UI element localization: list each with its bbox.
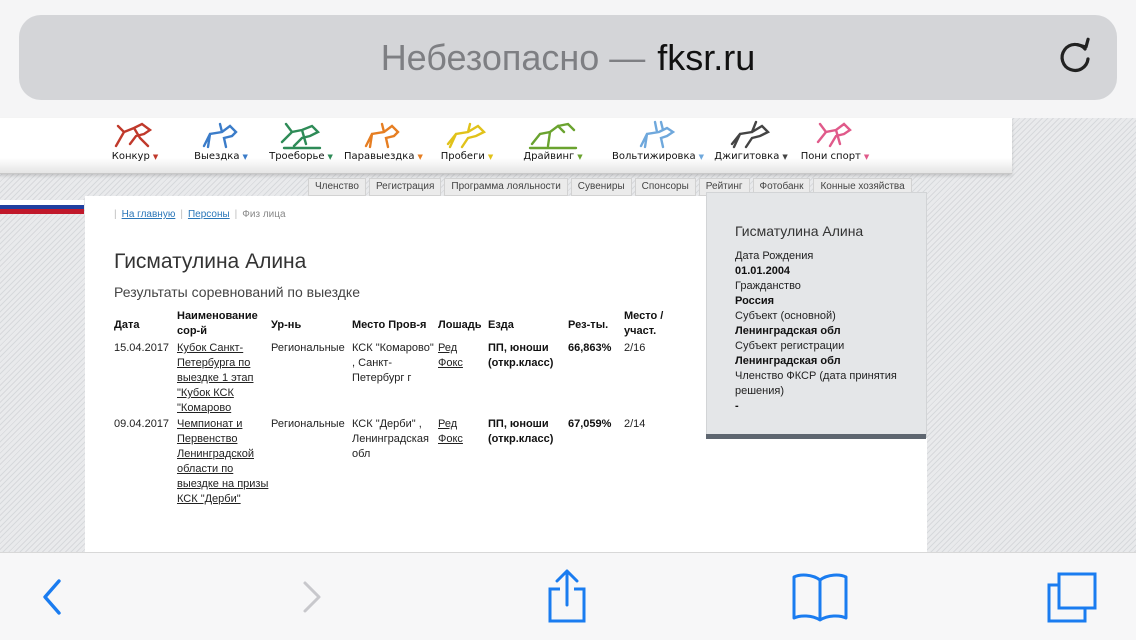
- breadcrumb: | На главную | Персоны | Физ лица: [114, 209, 286, 220]
- insecure-label: Небезопасно —: [380, 36, 646, 78]
- cell-test: ПП, юноши (откр.класс): [488, 418, 554, 445]
- col-header-name: Наименование сор-й: [177, 310, 258, 337]
- nav-label: Пробеги: [440, 151, 485, 162]
- tabs-icon: [1045, 571, 1099, 623]
- tab-membership[interactable]: Членство: [308, 178, 366, 196]
- bookmarks-button[interactable]: [790, 569, 850, 625]
- tab-stables[interactable]: Конные хозяйства: [813, 178, 911, 196]
- col-header-test: Езда: [488, 319, 514, 331]
- chevron-right-icon: [297, 577, 327, 617]
- subject-value: Ленинградская обл: [735, 325, 841, 337]
- horse-trick-riding-icon: [726, 120, 776, 150]
- horse-dressage-icon: [196, 120, 246, 150]
- url-domain: fksr.ru: [657, 36, 756, 78]
- horse-paradressage-icon: [358, 120, 408, 150]
- nav-label: Джигитовка: [714, 151, 780, 162]
- nav-item-paravyezdka[interactable]: Паравыездка ▼: [344, 118, 422, 174]
- col-header-place: Место Пров-я: [352, 319, 427, 331]
- nav-item-konkur[interactable]: Конкур ▼: [100, 118, 170, 174]
- col-header-level: Ур-нь: [271, 319, 302, 331]
- card-name: Гисматулина Алина: [735, 223, 864, 239]
- cell-date: 15.04.2017: [114, 342, 170, 354]
- nav-label: Драйвинг: [523, 151, 575, 162]
- nav-item-dzhigitovka[interactable]: Джигитовка ▼: [714, 118, 788, 174]
- cell-horse-link[interactable]: Ред Фокс: [438, 342, 463, 369]
- tabs-button[interactable]: [1042, 569, 1102, 625]
- col-header-date: Дата: [114, 319, 140, 331]
- nav-item-vyezdka[interactable]: Выездка ▼: [186, 118, 256, 174]
- nav-item-pony[interactable]: Пони спорт ▼: [798, 118, 872, 174]
- sport-nav: [0, 118, 1012, 174]
- nav-item-draiving[interactable]: Драйвинг ▼: [516, 118, 590, 174]
- membership-label: Членство ФКСР (дата принятия решения): [735, 370, 897, 397]
- breadcrumb-current: Физ лица: [242, 209, 286, 220]
- tab-souvenirs[interactable]: Сувениры: [571, 178, 632, 196]
- citizenship-value: Россия: [735, 295, 775, 307]
- nav-label: Троеборье: [269, 151, 325, 162]
- cell-test: ПП, юноши (откр.класс): [488, 342, 554, 369]
- dob-label: Дата Рождения: [735, 250, 814, 262]
- horse-jumping-icon: [110, 120, 160, 150]
- russian-flag-stripe: [0, 200, 84, 214]
- cell-place: КСК "Дерби" , Ленинградская обл: [352, 418, 429, 460]
- cell-rank: 2/14: [624, 418, 646, 430]
- col-header-result: Рез-ты.: [568, 319, 609, 331]
- cell-result: 67,059%: [568, 418, 612, 430]
- reg-subject-label: Субъект регистрации: [735, 340, 845, 352]
- nav-item-voltizhirovka[interactable]: Вольтижировка ▼: [612, 118, 704, 174]
- col-header-rank: Место / участ.: [624, 310, 664, 337]
- cell-competition-link[interactable]: Чемпионат и Первенство Ленинградской области по выездке на призы КСК "Дерби": [177, 418, 269, 505]
- address-bar[interactable]: [19, 15, 1117, 100]
- book-icon: [792, 572, 848, 622]
- nav-label: Выездка: [194, 151, 240, 162]
- tab-rating[interactable]: Рейтинг: [699, 178, 750, 196]
- horse-driving-icon: [528, 120, 578, 150]
- tab-registration[interactable]: Регистрация: [369, 178, 441, 196]
- nav-item-troeborie[interactable]: Троеборье ▼: [266, 118, 336, 174]
- share-button[interactable]: [537, 569, 597, 625]
- subject-label: Субъект (основной): [735, 310, 836, 322]
- cell-date: 09.04.2017: [114, 418, 170, 430]
- horse-vaulting-icon: [633, 120, 683, 150]
- nav-label: Конкур: [111, 151, 150, 162]
- reg-subject-value: Ленинградская обл: [735, 355, 841, 367]
- page-title: Гисматулина Алина: [114, 250, 307, 273]
- back-button[interactable]: [22, 569, 82, 625]
- browser-top-bar: [0, 0, 1136, 118]
- reload-icon[interactable]: [1055, 37, 1095, 77]
- tab-sponsors[interactable]: Спонсоры: [635, 178, 696, 196]
- cell-level: Региональные: [271, 342, 345, 354]
- breadcrumb-home[interactable]: На главную: [121, 209, 176, 220]
- membership-value: -: [735, 400, 739, 412]
- cell-rank: 2/16: [624, 342, 646, 354]
- nav-item-probegi[interactable]: Пробеги ▼: [432, 118, 502, 174]
- nav-label: Паравыездка: [344, 151, 415, 162]
- card-bottom-bar: [706, 434, 926, 439]
- cell-result: 66,863%: [568, 342, 612, 354]
- horse-eventing-icon: [276, 120, 326, 150]
- nav-label: Вольтижировка: [612, 151, 696, 162]
- horse-endurance-icon: [442, 120, 492, 150]
- cell-horse-link[interactable]: Ред Фокс: [438, 418, 463, 445]
- cell-competition-link[interactable]: Кубок Санкт-Петербурга по выездке 1 этап "Кубок КСК "Комарово: [177, 342, 254, 414]
- cell-level: Региональные: [271, 418, 345, 430]
- browser-toolbar: [0, 552, 1136, 640]
- forward-button[interactable]: [282, 569, 342, 625]
- cell-place: КСК "Комарово" , Санкт-Петербург г: [352, 342, 434, 384]
- nav-label: Пони спорт: [800, 151, 861, 162]
- breadcrumb-persons[interactable]: Персоны: [187, 209, 230, 220]
- citizenship-label: Гражданство: [735, 280, 801, 292]
- tab-photobank[interactable]: Фотобанк: [753, 178, 811, 196]
- dob-value: 01.01.2004: [735, 265, 791, 277]
- chevron-left-icon: [37, 577, 67, 617]
- pony-icon: [810, 120, 860, 150]
- col-header-horse: Лошадь: [438, 319, 482, 331]
- tab-loyalty[interactable]: Программа лояльности: [444, 178, 567, 196]
- page-subtitle: Результаты соревнований по выездке: [114, 284, 361, 300]
- person-info-card: [706, 192, 927, 438]
- share-icon: [547, 569, 587, 625]
